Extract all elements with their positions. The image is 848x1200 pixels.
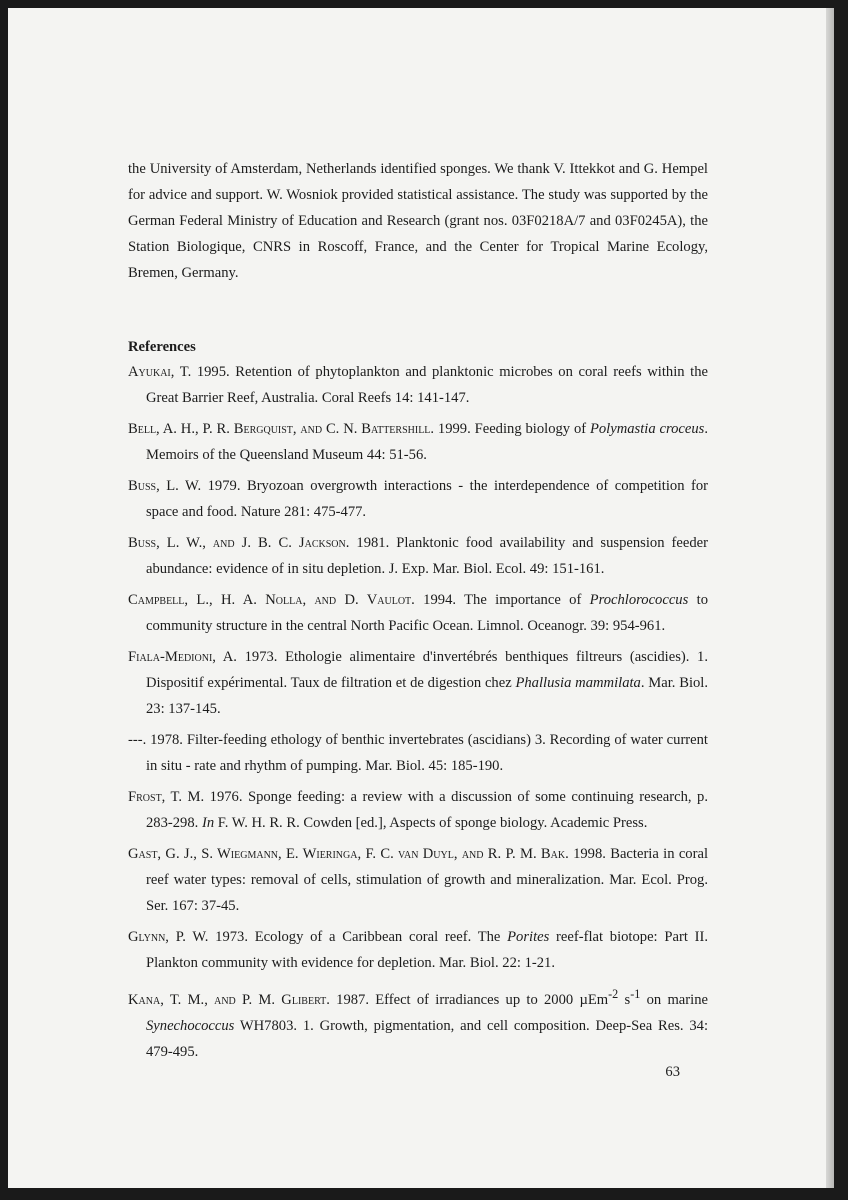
- reference-authors: Gast, G. J., S. Wiegmann, E. Wieringa, F. C. van Duyl, and R. P. M. Bak.: [128, 846, 569, 862]
- reference-authors: Fiala-Medioni, A.: [128, 649, 237, 665]
- reference-tail: to community structure in the central North Pacific Ocean. Limnol. Oceanogr. 39: 954-961.: [146, 592, 709, 634]
- reference-frost-1976: [128, 784, 708, 836]
- page-edge: [826, 8, 834, 1188]
- reference-body-mid: s: [618, 991, 631, 1008]
- reference-body: 1998. Bacteria in coral reef water types: removal of cells, stimulation of growth and mineralization. Mar. Ecol. Prog. Ser. 167: 37-45.: [146, 846, 708, 914]
- reference-species: Phallusia mammilata: [515, 675, 641, 691]
- reference-buss-1979: [128, 473, 708, 525]
- reference-gast-1998: [128, 841, 708, 919]
- reference-kana-1987: [128, 981, 708, 1065]
- reference-species: Porites: [507, 929, 550, 945]
- reference-tail: WH7803. 1. Growth, pigmentation, and cell composition. Deep-Sea Res. 34: 479-495.: [146, 1017, 708, 1060]
- reference-body: 1973. Ethologie alimentaire d'invertébrés benthiques filtreurs (ascidies). 1. Dispositif expérimental. Taux de filtration et de digestion chez: [146, 649, 708, 691]
- reference-species: Polymastia croceus: [589, 421, 705, 437]
- reference-ayukai-1995: [128, 359, 708, 411]
- reference-body: 1973. Ecology of a Caribbean coral reef. The: [208, 929, 508, 945]
- reference-tail: . Mar. Biol. 23: 137-145.: [146, 675, 709, 717]
- reference-body: 1994. The importance of: [414, 592, 590, 608]
- reference-tail: . Memoirs of the Queensland Museum 44: 51-56.: [146, 421, 708, 463]
- reference-glynn-1973: [128, 924, 708, 976]
- reference-in: In: [201, 815, 215, 831]
- reference-authors: Glynn, P. W.: [128, 929, 209, 945]
- reference-body: 1976. Sponge feeding: a review with a discussion of some continuing research, p. 283-298.: [146, 789, 708, 831]
- reference-authors: Ayukai, T.: [128, 364, 192, 380]
- reference-fiala-medioni-1978: [128, 727, 708, 779]
- reference-authors: Buss, L. W.: [128, 478, 202, 494]
- reference-fiala-medioni-1973: [128, 644, 708, 722]
- reference-authors: Buss, L. W., and J. B. C. Jackson.: [128, 535, 350, 551]
- reference-buss-jackson-1981: [128, 530, 708, 582]
- reference-body: 1987. Effect of irradiances up to 2000 µEm: [329, 991, 609, 1008]
- reference-bell-1999: [128, 416, 708, 468]
- reference-body: 1979. Bryozoan overgrowth interactions - the interdependence of competition for space and food. Nature 281: 475-477.: [146, 478, 709, 520]
- references-list: [128, 359, 708, 1070]
- page-number: 63: [665, 1064, 680, 1080]
- reference-authors: ---.: [128, 732, 147, 748]
- reference-authors: Campbell, L., H. A. Nolla, and D. Vaulot.: [128, 592, 415, 608]
- reference-body: 1995. Retention of phytoplankton and planktonic microbes on coral reefs within the Great Barrier Reef, Australia. Coral Reefs 14: 141-147.: [146, 364, 708, 406]
- superscript: -1: [630, 987, 641, 1001]
- reference-body: 1999. Feeding biology of: [434, 421, 590, 437]
- reference-authors: Frost, T. M.: [128, 789, 205, 805]
- reference-campbell-1994: [128, 587, 708, 639]
- acknowledgement-paragraph: the University of Amsterdam, Netherlands identified sponges. We thank V. Ittekkot and G. Hempel for advice and support. W. Wosniok provided statistical assistance. The study was supported by the German Federal Ministry of Education and Research (grant nos. 03F0218A/7 and 03F0245A), the Station Biologique, CNRS in Roscoff, France, and the Center for Tropical Marine Ecology, Bremen, Germany.: [128, 161, 708, 281]
- reference-species: Synechococcus: [146, 1017, 235, 1034]
- reference-body: 1981. Planktonic food availability and suspension feeder abundance: evidence of in situ depletion. J. Exp. Mar. Biol. Ecol. 49: 151-161.: [146, 535, 708, 577]
- reference-species: Prochlorococcus: [589, 592, 689, 608]
- reference-body: 1978. Filter-feeding ethology of benthic invertebrates (ascidians) 3. Recording of water current in situ - rate and rhythm of pumping. Mar. Biol. 45: 185-190.: [146, 732, 708, 774]
- reference-authors: Kana, T. M., and P. M. Glibert.: [128, 991, 330, 1008]
- superscript: -2: [608, 987, 619, 1001]
- reference-body-2: on marine: [640, 991, 708, 1008]
- page: [8, 8, 834, 1188]
- reference-tail: F. W. H. R. R. Cowden [ed.], Aspects of sponge biology. Academic Press.: [214, 815, 648, 831]
- reference-authors: Bell, A. H., P. R. Bergquist, and C. N. Battershill.: [128, 421, 435, 437]
- reference-tail: reef-flat biotope: Part II. Plankton community with evidence for depletion. Mar. Biol. 22: 1-21.: [146, 929, 708, 971]
- references-heading: References: [128, 339, 196, 355]
